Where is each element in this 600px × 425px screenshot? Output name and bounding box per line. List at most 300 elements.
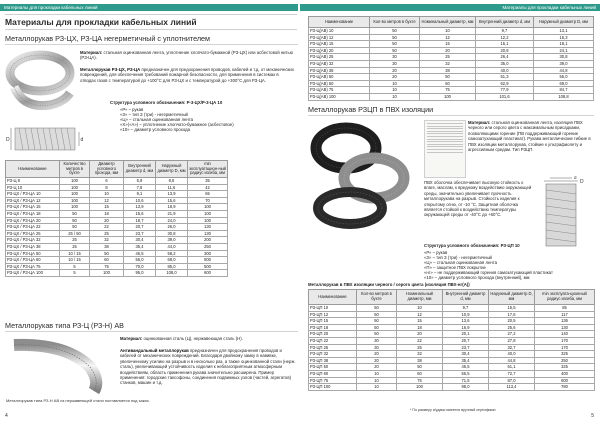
table-cell: 600 (188, 270, 228, 277)
structure-line: «З» – тип З (три) - негерметичный (424, 255, 492, 260)
table-cell: 50 (357, 331, 397, 338)
table-cell: 35,4 (443, 357, 489, 364)
pvc-table-title: Металлорукав в ПВХ изоляции черного / серого цвета (изоляция ПВХ-нг(А)) (308, 282, 470, 287)
table-row (6, 263, 228, 270)
table-cell: РЗ-ЦП 22 (309, 337, 357, 344)
table-cell: 58,2 (156, 250, 188, 257)
header-bar: Материалы для прокладки кабельных линий (300, 4, 600, 11)
table-row (309, 305, 595, 312)
table-cell: 50 (60, 217, 90, 224)
table-cell: 15 (397, 318, 443, 325)
table-cell: 18 (90, 210, 124, 217)
table-row (6, 184, 228, 191)
table-row (309, 364, 595, 371)
table-cell: 50 (357, 318, 397, 325)
table-cell: РЗ-ЦХ / РЗ-ЦА 15 (6, 204, 60, 211)
structure-line: «Ц» – стальная оцинкованная лента (424, 260, 498, 265)
table-cell: РЗ-ЦХ / РЗ-ЦА 38 (6, 243, 60, 250)
section2-description-paragraph (120, 348, 296, 386)
structure-lines (120, 107, 295, 132)
table-cell: 38 (90, 243, 124, 250)
table-cell: РЗ-ЦХ / РЗ-ЦА 60 (6, 257, 60, 264)
table-cell: 100 (188, 217, 228, 224)
table-cell: РЗ-Ц(АВ) 12 (309, 34, 370, 41)
table-cell: 9,1 (124, 191, 156, 198)
table-cell: 325 (535, 351, 595, 358)
section-title: Металлорукав РЗЦП в ПВХ изоляции (308, 105, 434, 114)
table-header-cell: Наименование (6, 161, 60, 178)
table-cell: 24,0 (156, 217, 188, 224)
structure-line: «Р» – рукав (424, 250, 448, 255)
table-cell: 75 (420, 87, 476, 94)
table-header-cell: Кол-во метров в бухте (370, 17, 420, 28)
table-cell: 32 (90, 237, 124, 244)
svg-text:d: d (80, 137, 84, 143)
table-row (309, 93, 594, 100)
table-cell: 51,3 (476, 74, 534, 81)
material-label: Материал: (80, 50, 103, 55)
table-row (6, 243, 228, 250)
table-cell: 25 (90, 230, 124, 237)
table-cell: 85 (535, 305, 595, 312)
table-cell: 136 (535, 318, 595, 325)
table-cell: 84,7 (534, 87, 594, 94)
table-row (309, 34, 594, 41)
table-row (309, 377, 595, 384)
table-cell: РЗ-ЦП 10 (309, 305, 357, 312)
material-label: Материал: (120, 336, 143, 341)
table-cell: 30 (370, 60, 420, 67)
table-cell: 100 (90, 270, 124, 277)
table-cell: 11,6 (156, 184, 188, 191)
table-cell: 18,9 (156, 204, 188, 211)
table-row (6, 270, 228, 277)
table-row (6, 210, 228, 217)
table-cell: РЗ-ЦП 38 (309, 357, 357, 364)
table-cell: 20,7 (124, 224, 156, 231)
table-cell: 113,4 (489, 384, 535, 391)
table-cell: 23,7 (443, 344, 489, 351)
material-text: оцинкованная сталь (Ц), нержавеющая сталь (Н). (143, 336, 243, 341)
table-cell: 13,1 (534, 28, 594, 35)
table-row (309, 74, 594, 81)
table-cell: 56,5 (443, 370, 489, 377)
structure-line: «Р» – рукав (120, 107, 144, 112)
table-cell: 100 (60, 178, 90, 185)
table-row (6, 224, 228, 231)
table-cell: РЗ-ЦП 100 (309, 384, 357, 391)
table-cell: 24,1 (534, 47, 594, 54)
table-cell: РЗ-Ц(АВ) 60 (309, 80, 370, 87)
table-cell: 20,7 (443, 337, 489, 344)
table-cell: 25 (60, 237, 90, 244)
table-cell: 10,9 (443, 311, 489, 318)
table-cell: 10 / 15 (60, 250, 90, 257)
table-row (6, 204, 228, 211)
table-cell: 100 (60, 204, 90, 211)
table-cell: 71,5 (443, 377, 489, 384)
table-cell: РЗ-ЦП 50 (309, 364, 357, 371)
table-cell: РЗ-ЦХ / РЗ-ЦА 75 (6, 263, 60, 270)
table-cell: 50 (357, 311, 397, 318)
table-cell: 5 (60, 270, 90, 277)
table-row (6, 191, 228, 198)
page-number: 5 (591, 413, 594, 419)
table-cell: 70 (188, 197, 228, 204)
table-row (309, 337, 595, 344)
table-header-cell: Количество метров в бухте (60, 161, 90, 178)
table-cell: 10 / 15 (60, 257, 90, 264)
table-cell: 50 (90, 250, 124, 257)
table-cell: 10 (370, 87, 420, 94)
table-cell: 38 (397, 357, 443, 364)
table-cell: РЗ-Ц(АВ) 32 (309, 60, 370, 67)
table-cell: 600 (535, 377, 595, 384)
table-cell: 10 (397, 305, 443, 312)
table-cell: 27,2 (489, 331, 535, 338)
rz-cp-spec-table (308, 289, 595, 391)
metal-hose-coil-image (4, 47, 78, 119)
svg-text:d: d (574, 176, 577, 180)
table-cell: 10 (357, 377, 397, 384)
table-header-cell: Номинальный диаметр, мм (397, 290, 443, 305)
svg-text:D: D (6, 137, 10, 143)
certificate-image (424, 120, 466, 178)
section-header-rz-cp (308, 104, 594, 116)
table-cell: 21,9 (156, 210, 188, 217)
section2-material-paragraph (120, 336, 296, 341)
section1-material-paragraph (80, 50, 295, 61)
structure-title: Структура условного обозначения: Р-3-ЦХ/Р-3-ЦА 10 (110, 100, 223, 105)
table-cell: 12 (420, 34, 476, 41)
structure-title: Структура условного обозначения: РЗ-ЦП 10 (424, 243, 520, 248)
table-cell: 13,6 (443, 318, 489, 325)
table-cell: 250 (188, 243, 228, 250)
table-header-cell: Внутренний диаметр d, мм (443, 290, 489, 305)
table-cell: РЗ-Ц(АВ) 10 (309, 28, 370, 35)
table-header-cell: Номинальный диаметр, мм (420, 17, 476, 28)
material-text: стальная оцинкованная лента, уплотнение хлопчато-бумажной (РЗ-ЦХ) или асбестовой нитью (РЗ-ЦА). (80, 50, 293, 61)
table-cell: 25 (420, 54, 476, 61)
table-header-cell: Наружный диаметр D, мм (156, 161, 188, 178)
table-cell: 35,0 (476, 60, 534, 67)
table-cell: 44,0 (156, 243, 188, 250)
table-cell: 325 (535, 364, 595, 371)
table-cell: 46,5 (124, 250, 156, 257)
table-cell: 17,6 (489, 311, 535, 318)
table-cell: 130 (535, 324, 595, 331)
table-cell: РЗ-Ц(АВ) 15 (309, 41, 370, 48)
table-cell: 60 (90, 257, 124, 264)
structure-line: «10» – диаметр условного прохода (120, 127, 191, 132)
table-cell: 69,0 (534, 80, 594, 87)
table-cell: 130 (188, 224, 228, 231)
table-cell: 250 (535, 357, 595, 364)
table-cell: 23,7 (124, 230, 156, 237)
table-cell: 13,9 (156, 191, 188, 198)
table-cell: 46,5 (443, 364, 489, 371)
table-row (309, 324, 595, 331)
table-cell: 26,0 (156, 224, 188, 231)
table-cell: 100 (188, 204, 228, 211)
table-cell: 32 (397, 351, 443, 358)
table-cell: 39,0 (534, 60, 594, 67)
table-cell: РЗ-ЦП 60 (309, 370, 357, 377)
table-row (309, 47, 594, 54)
table-row (309, 357, 595, 364)
table-cell: 75 (397, 377, 443, 384)
table-cell: 20,8 (476, 47, 534, 54)
description-text: предназначен для предохранения проводов и кабелей от механических повреждений. Благодаря двойному замку в навивке, увеличенному усилию на разрыв и в несколько раз, а также оцинкованной стали (нерж. сталь), увеличивающей устойчивость изделия к неблагоприятным атмосферным воздействиям, область применения рукава значительно расширена. Пример применения: городские таксофоны, соединения подвижных узлов (частей, агрегатов) станков, машин и т.д. (120, 348, 296, 386)
table-cell: 60 (397, 370, 443, 377)
table-cell: 5,9 (124, 178, 156, 185)
table-row (309, 60, 594, 67)
structure-lines (424, 250, 594, 280)
table-cell: 9,7 (476, 28, 534, 35)
header-bar: Материалы для прокладки кабельных линий (0, 4, 298, 11)
table-cell: 170 (535, 344, 595, 351)
table-cell: 20 (370, 74, 420, 81)
rz-c-av-spec-table (308, 16, 594, 101)
table-cell: 50 (420, 74, 476, 81)
table-row (6, 257, 228, 264)
table-row (309, 370, 595, 377)
page-title: Материалы для прокладки кабельных линий (5, 14, 297, 30)
table-cell: 50 (60, 224, 90, 231)
table-cell: 100 (420, 93, 476, 100)
table-cell: 50 (370, 47, 420, 54)
table-cell: 8 (90, 184, 124, 191)
table-cell: 68,0 (156, 257, 188, 264)
table-cell: 12,2 (476, 34, 534, 41)
table-cell: 100 (188, 210, 228, 217)
structure-line: «З» – тип З (три) - негерметичный (120, 112, 188, 117)
table-cell: 50 (370, 28, 420, 35)
section3-pvc-paragraph: ПВХ оболочка обеспечивает высокую стойкость к влаге, маслам, к вредному воздействию окружающей среды, значительно увеличивает прочность металлорукава на разрыв. Стойкость изделия к открытому огню, от -10 °С. Защитная оболочка является стойкой к воздействию температуры окружающей среды от -40°С до +60°С. (424, 180, 532, 218)
table-cell: 87,0 (489, 377, 535, 384)
rz-ch-spec-table (5, 160, 228, 277)
section1-description-paragraph (80, 67, 295, 83)
table-cell: 50 (370, 34, 420, 41)
description-label: Антивандальный металлорукав (120, 348, 189, 353)
section-header-rz-c-av (5, 320, 298, 332)
table-cell: РЗ-ЦХ / РЗ-ЦА 22 (6, 224, 60, 231)
table-cell: 100 (397, 384, 443, 391)
table-cell: 50 (357, 324, 397, 331)
table-row (6, 230, 228, 237)
footnote: * По размеру и/удачи имеется вручный сертификат. (410, 408, 497, 412)
table-cell: 25 (60, 243, 90, 250)
table-cell: 18 (397, 324, 443, 331)
table-cell: РЗ-ЦП 12 (309, 311, 357, 318)
right-page (300, 0, 600, 425)
table-cell: 10 (90, 191, 124, 198)
table-cell: 13,9 (124, 204, 156, 211)
material-text: стальная оцинкованная лента, изоляция ПВХ черного или серого цвета с максимальным присадками, позволяющими горение (ПВ поддерживающий горение самозатухающий пластикат). Рукава металлические гибкие в ПВХ изоляции металлорукав, стойкие к ультрафиолету и агрессивным средам. Тип РЗЦП. (468, 120, 591, 153)
table-header-cell: Наружный диаметр D, мм (489, 290, 535, 305)
table-cell: РЗ-Ц 10 (6, 184, 60, 191)
table-cell: 30 (357, 344, 397, 351)
table-cell: 170 (535, 337, 595, 344)
table-cell: 40,0 (489, 351, 535, 358)
table-cell: 20,1 (443, 331, 489, 338)
description-text: предназначен для предохранения проводов, кабелей и т.д. от механических повреждений, для обеспечения требований пожарной безопасности, для применения в системах в отводах газов с температурой до +100°С для РЗ-ЦХ и с температурой до +300°С для РЗ-ЦА. (80, 67, 294, 83)
table-cell: 22 (90, 224, 124, 231)
table-cell: 30 (357, 337, 397, 344)
table-cell: 44,8 (489, 357, 535, 364)
table-cell: РЗ-ЦХ / РЗ-ЦА 18 (6, 210, 60, 217)
table-cell: 8,6 (156, 178, 188, 185)
table-cell: РЗ-ЦХ / РЗ-ЦА 100 (6, 270, 60, 277)
table-cell: РЗ-ЦП 32 (309, 351, 357, 358)
table-row (309, 331, 595, 338)
table-cell: РЗ-ЦП 75 (309, 377, 357, 384)
table-cell: 25,6 (489, 324, 535, 331)
table-header-cell: min эксплуата-ционный радиус изгиба, мм (535, 290, 595, 305)
table-cell: 38 (420, 67, 476, 74)
table-cell: РЗ-Ц(АВ) 20 (309, 47, 370, 54)
table-cell: 100 (60, 197, 90, 204)
table-cell: 62,9 (476, 80, 534, 87)
table-cell: РЗ-Ц(АВ) 75 (309, 87, 370, 94)
table-header-cell: Диаметр условного прохода, мм (90, 161, 124, 178)
table-cell: 77,9 (476, 87, 534, 94)
table-row (309, 87, 594, 94)
table-cell: 15,6 (124, 210, 156, 217)
structure-line: «нг» – не поддерживающий горения самозатухающий пластикат (424, 270, 553, 275)
table-header-cell: Кол-во метров в бухте (357, 290, 397, 305)
table-row (309, 41, 594, 48)
table-cell: 12 (397, 311, 443, 318)
table-row (309, 54, 594, 61)
table-cell: 117 (535, 311, 595, 318)
section-title: Металлорукав типа РЗ-Ц (РЗ-Н) АВ (5, 321, 124, 330)
table-cell: РЗ-ЦХ / РЗ-ЦА 32 (6, 237, 60, 244)
hose-cross-section-diagram (5, 122, 85, 158)
table-cell: РЗ-ЦХ / РЗ-ЦА 12 (6, 197, 60, 204)
table-cell: 40,0 (476, 67, 534, 74)
table-cell: 65 (188, 191, 228, 198)
table-row (309, 311, 595, 318)
section-title: Металлорукав РЗ-ЦХ, РЗ-ЦА негерметичный с уплотнителем (5, 34, 210, 43)
table-cell: РЗ-Ц(АВ) 25 (309, 54, 370, 61)
structure-line: «10» – диаметр условного прохода (внутренний), мм (424, 275, 530, 280)
table-cell: РЗ-ЦХ / РЗ-ЦА 10 (6, 191, 60, 198)
table-cell: 100 (60, 184, 90, 191)
table-cell: 10 (420, 28, 476, 35)
table-cell: 20 (357, 351, 397, 358)
table-cell: 15,3 (534, 34, 594, 41)
table-cell: РЗ-ЦХ / РЗ-ЦА 25 (6, 230, 60, 237)
table-header-cell: min эксплуатацион-ный радиус изгиба, мм (188, 161, 228, 178)
table-cell: 16,9 (443, 324, 489, 331)
table-cell: 25 / 50 (60, 230, 90, 237)
table-cell: 10 (370, 80, 420, 87)
table-cell: 20 (397, 331, 443, 338)
page-number: 4 (5, 413, 8, 419)
table-cell: 25 (397, 344, 443, 351)
table-cell: 98,0 (443, 384, 489, 391)
table-cell: 780 (535, 384, 595, 391)
table-row (6, 237, 228, 244)
table-cell: 85,0 (156, 263, 188, 270)
table-cell: РЗ-ЦП 25 (309, 344, 357, 351)
table-cell: 95,0 (124, 270, 156, 277)
table-cell: 50 (370, 41, 420, 48)
table-cell: 18,7 (124, 217, 156, 224)
table-row (309, 318, 595, 325)
table-cell: РЗ-Ц(АВ) 100 (309, 93, 370, 100)
table-cell: 15 (420, 41, 476, 48)
table-cell: РЗ-Ц 8 (6, 178, 60, 185)
table-header-cell: Внутренний диаметр d, мм (476, 17, 534, 28)
table-cell: РЗ-ЦП 20 (309, 331, 357, 338)
table-row (309, 384, 595, 391)
table-header-cell: Наименование (309, 290, 357, 305)
structure-line: «П» – защитное ПВХ покрытие (424, 265, 486, 270)
table-header-cell: Наружный диаметр D, мм (534, 17, 594, 28)
table-cell: 22 (397, 337, 443, 344)
material-label: Материал: (468, 120, 491, 125)
table-cell: 72,7 (489, 370, 535, 377)
table-cell: 10 (357, 384, 397, 391)
table-row (309, 67, 594, 74)
table-cell: 108,8 (534, 93, 594, 100)
table-cell: 32 (420, 60, 476, 67)
table-cell: 300 (188, 250, 228, 257)
table-cell: 15 (90, 204, 124, 211)
table-cell: РЗ-Ц(АВ) 50 (309, 74, 370, 81)
antivandal-hose-image (6, 337, 106, 395)
table-cell: 20 (357, 364, 397, 371)
table-cell: 5 (60, 263, 90, 270)
table-cell: 26,4 (476, 54, 534, 61)
table-cell: 20 (90, 217, 124, 224)
table-cell: 15,1 (476, 41, 534, 48)
structure-line: «Ц» – стальная оцинкованная лента (120, 117, 194, 122)
table-cell: 30,4 (124, 237, 156, 244)
table-cell: 18,1 (534, 41, 594, 48)
svg-text:D: D (580, 179, 584, 185)
table-cell: 30 (370, 54, 420, 61)
table-cell: 108,0 (156, 270, 188, 277)
table-cell: 500 (188, 263, 228, 270)
table-cell: 10 (357, 370, 397, 377)
structure-line: «Х»(«А») – уплотнение хлопчато-бумажное (асбестовое) (120, 122, 234, 127)
table-cell: 27,8 (489, 337, 535, 344)
table-row (6, 217, 228, 224)
section-header-rz-ch (5, 33, 298, 45)
table-cell: 9,7 (443, 305, 489, 312)
table-row (309, 351, 595, 358)
pvc-hose-coils-image (308, 120, 414, 230)
table-cell: 20 (357, 357, 397, 364)
table-cell: 15,6 (156, 197, 188, 204)
table-cell: 30,8 (156, 230, 188, 237)
table-cell: 7,8 (124, 184, 156, 191)
table-cell: 10,6 (124, 197, 156, 204)
table-cell: 39,0 (156, 237, 188, 244)
table-row (6, 197, 228, 204)
table-cell: 12 (90, 197, 124, 204)
table-cell: 130 (188, 230, 228, 237)
table-cell: 42 (188, 184, 228, 191)
table-cell: 101,6 (476, 93, 534, 100)
table-cell: 32,7 (489, 344, 535, 351)
description-label: Металлорукав РЗ-ЦХ, РЗ-ЦА (80, 67, 141, 72)
table-cell: РЗ-ЦХ / РЗ-ЦА 20 (6, 217, 60, 224)
table-cell: 35,4 (124, 243, 156, 250)
